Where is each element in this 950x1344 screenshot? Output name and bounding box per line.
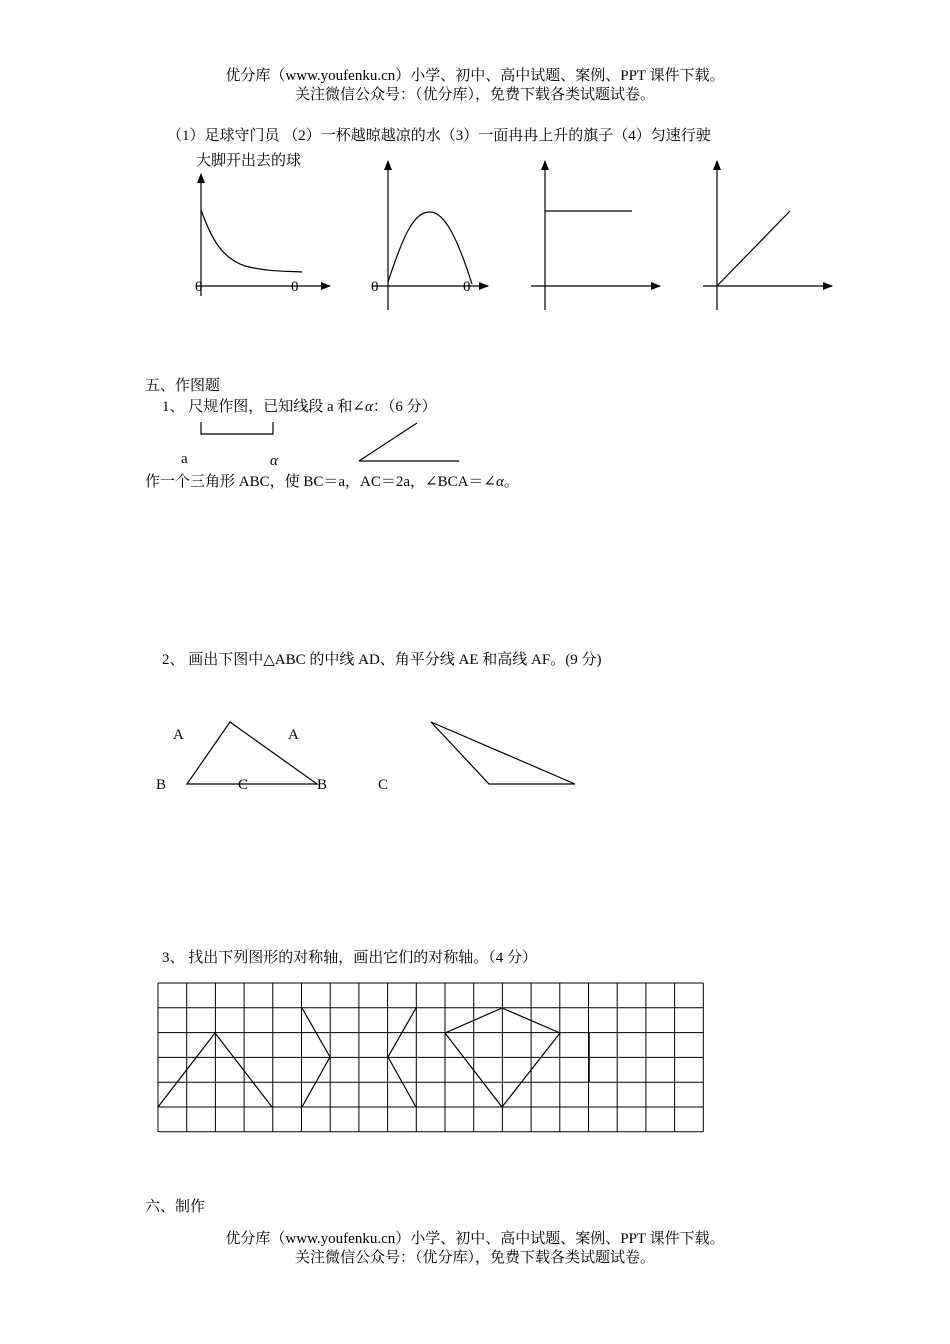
header-line-2: 关注微信公众号：（优分库），免费下载各类试题试卷。 — [294, 87, 655, 103]
grid-lines — [158, 983, 703, 1132]
angle-alpha-label: α — [270, 453, 278, 469]
segment-a-label: a — [181, 451, 188, 467]
graph2-x-label: 0 — [463, 279, 471, 295]
graph-options-line-2: 大脚开出去的球 — [196, 153, 302, 169]
tri1-label-a: A — [173, 727, 184, 743]
q1-prompt: 1、 尺规作图，已知线段 a 和∠α：（6 分） — [162, 399, 437, 415]
tri2-label-c: C — [378, 777, 389, 793]
tri2-label-a: A — [288, 727, 299, 743]
header-line-1: 优分库（www.youfenku.cn）小学、初中、高中试题、案例、PPT 课件下载。 — [225, 68, 725, 84]
graph1-origin-label: 0 — [195, 279, 203, 295]
tri2-label-b: B — [317, 777, 328, 793]
graph1-x-label: 0 — [291, 279, 299, 295]
section5-title: 五、作图题 — [145, 378, 221, 394]
footer-line-2: 关注微信公众号：（优分库），免费下载各类试题试卷。 — [294, 1250, 655, 1266]
tri1-label-c: C — [238, 777, 249, 793]
q3-prompt: 3、 找出下列图形的对称轴，画出它们的对称轴。（4 分） — [162, 950, 538, 966]
graph-options-line: （1）足球守门员 （2）一杯越晾越凉的水（3）一面冉冉上升的旗子（4）匀速行驶 — [167, 128, 711, 144]
q1-task: 作一个三角形 ABC，使 BC＝a，AC＝2a，∠BCA＝∠α。 — [145, 474, 519, 490]
q2-prompt: 2、 画出下图中△ABC 的中线 AD、角平分线 AE 和高线 AF。(9 分) — [162, 652, 602, 668]
footer-line-1: 优分库（www.youfenku.cn）小学、初中、高中试题、案例、PPT 课件下载。 — [225, 1231, 725, 1247]
graph2-origin-label: 0 — [371, 279, 379, 295]
tri1-label-b: B — [156, 777, 167, 793]
section6-title: 六、制作 — [145, 1199, 206, 1215]
